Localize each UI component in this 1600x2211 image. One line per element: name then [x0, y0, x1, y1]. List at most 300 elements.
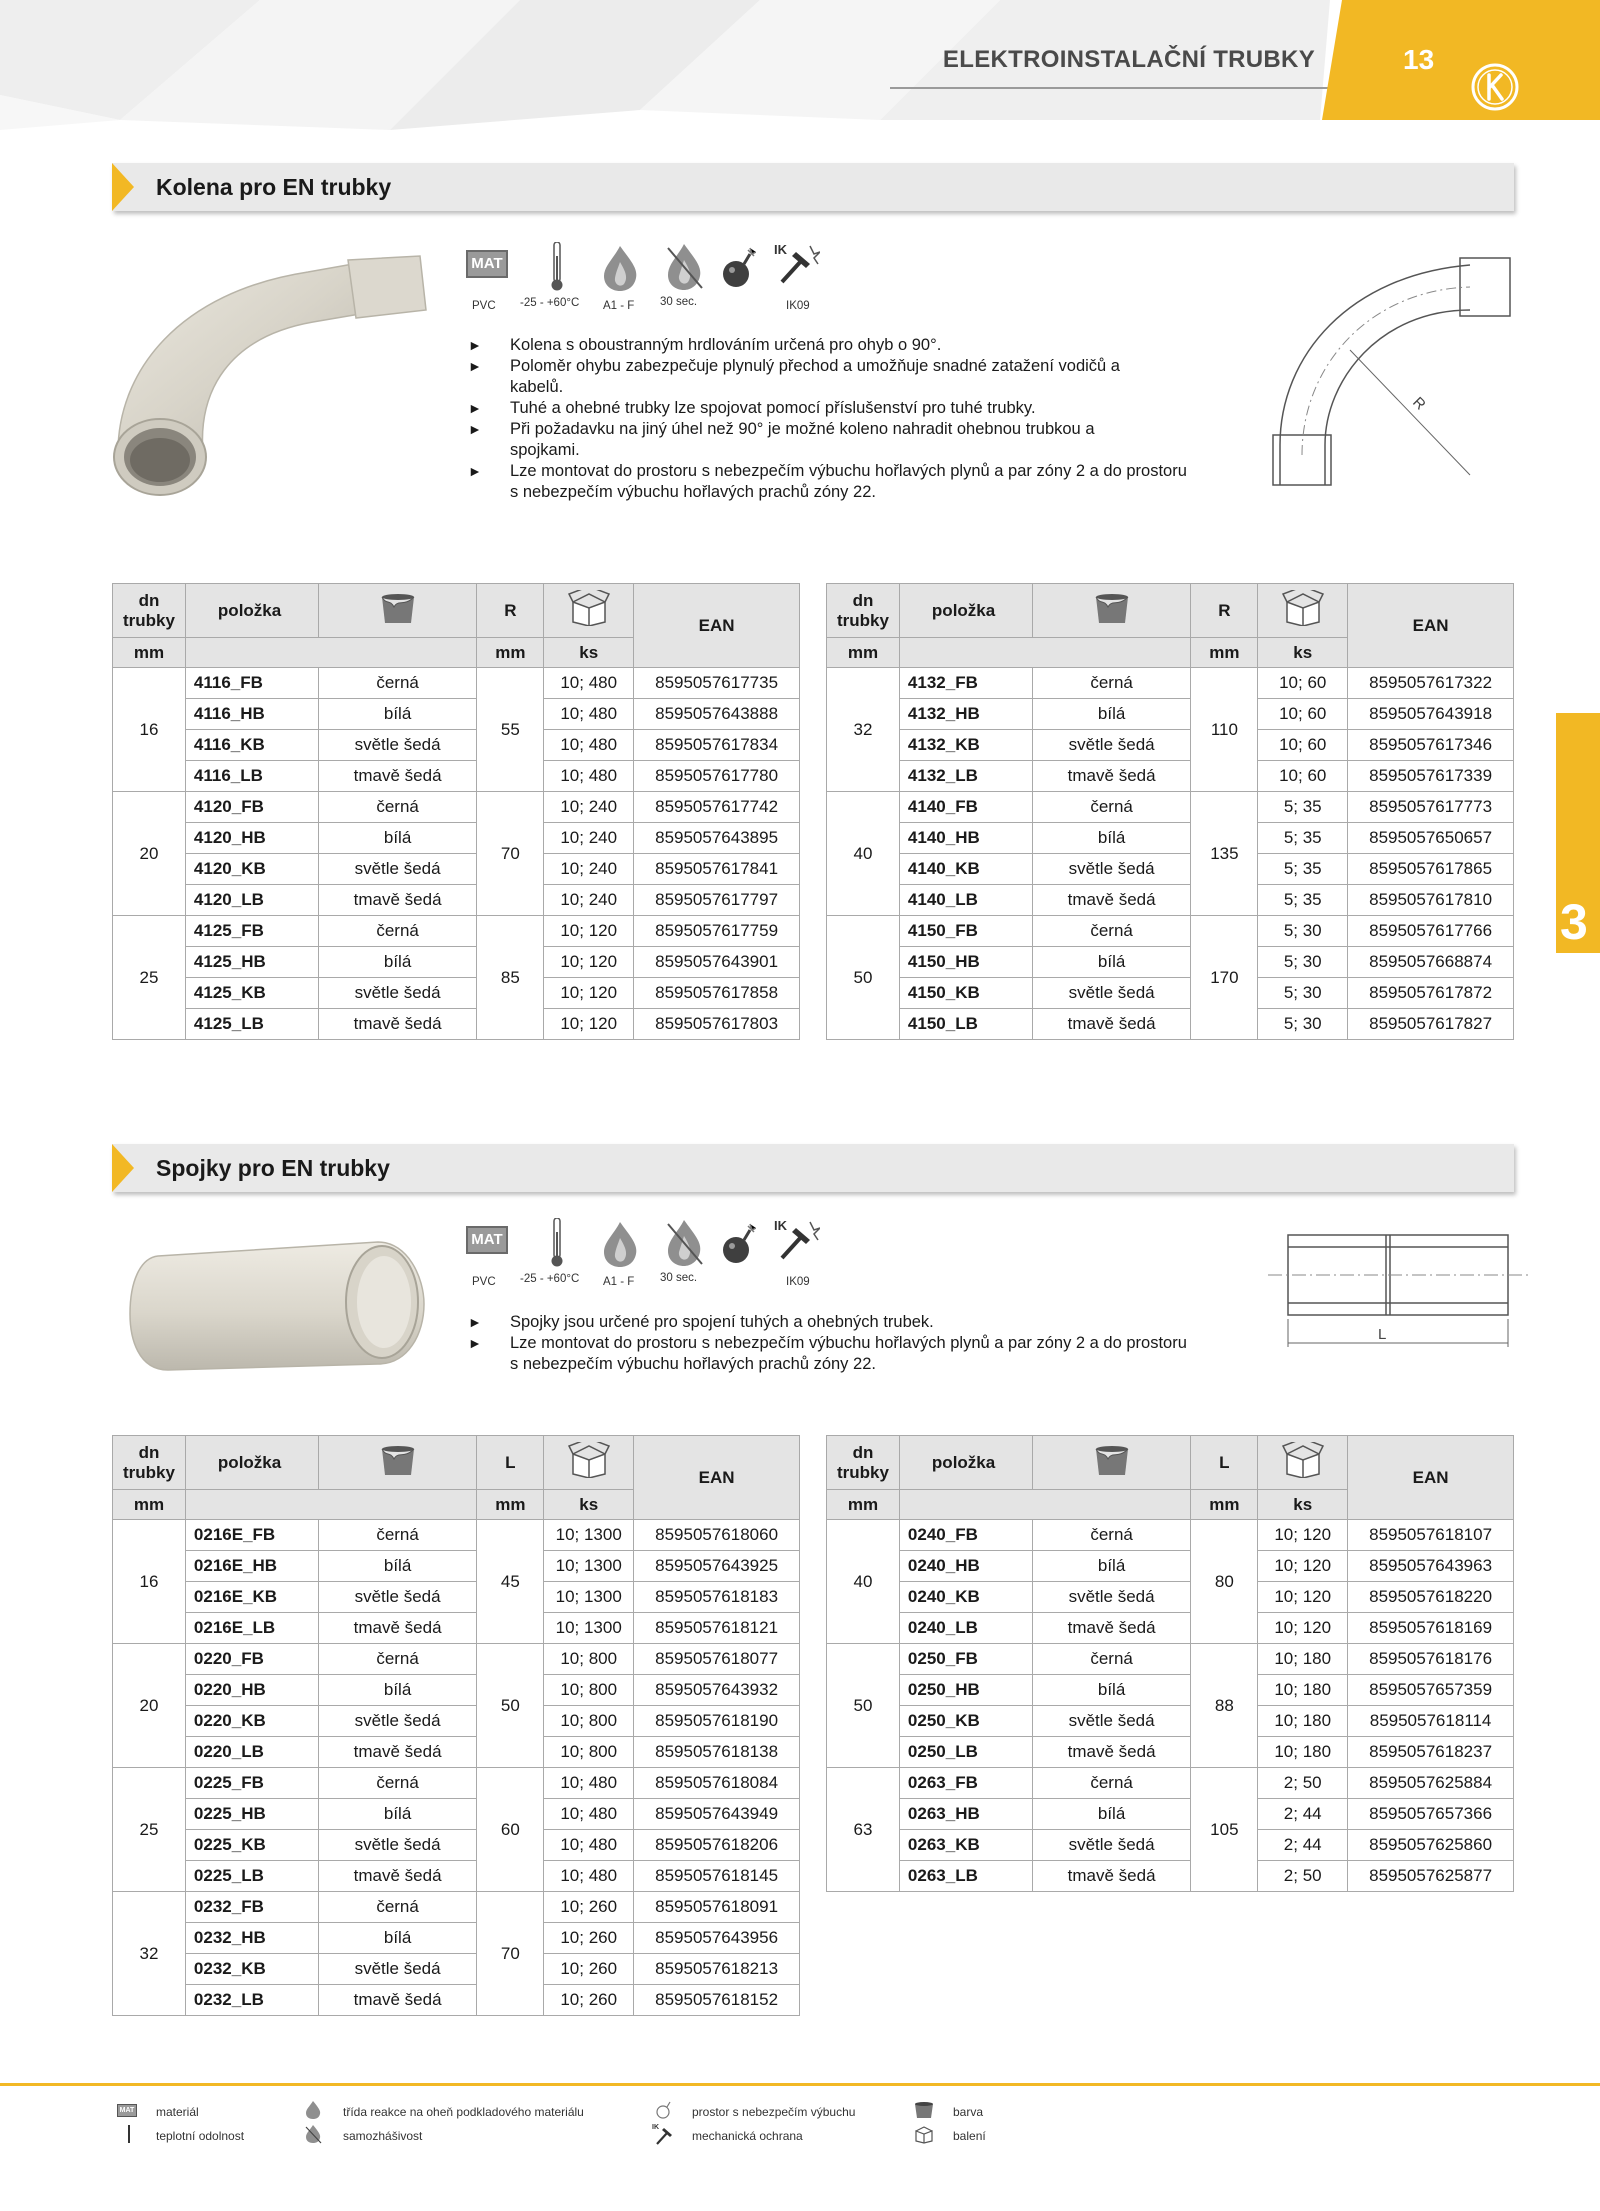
unit-mm: mm [477, 638, 544, 668]
length-label: L [1378, 1326, 1387, 1343]
item-code: 4140_FB [899, 792, 1032, 823]
ean-cell: 8595057650657 [1348, 823, 1514, 854]
color-cell: tmavě šedá [1032, 761, 1191, 792]
item-code: 4116_KB [185, 730, 318, 761]
legend-self-extinguish: samozhášivost [343, 2129, 423, 2143]
color-cell: černá [318, 668, 477, 699]
self-extinguish-value: 30 sec. [660, 296, 698, 308]
pack-cell: 10; 120 [544, 947, 634, 978]
list-item: ► Lze montovat do prostoru s nebezpečím výbuchu hořlavých plynů a par zóny 2 a do prostoru s nebezpečím výbuchu hořlavých prachů zóny 22. [468, 1333, 1198, 1375]
color-cell: černá [318, 792, 477, 823]
color-cell: bílá [1032, 947, 1191, 978]
pack-cell: 10; 800 [544, 1706, 634, 1737]
color-cell: bílá [318, 1799, 477, 1830]
pack-cell: 10; 1300 [544, 1582, 634, 1613]
col-pack [1258, 1436, 1348, 1490]
table-row [113, 1582, 800, 1613]
item-code: 4116_FB [185, 668, 318, 699]
thermometer-icon [550, 1218, 564, 1268]
features-list-spojky [468, 1312, 1228, 1375]
color-cell: bílá [1032, 699, 1191, 730]
col-pack [544, 584, 634, 638]
color-cell: tmavě šedá [318, 1985, 477, 2016]
item-code: 0216E_KB [185, 1582, 318, 1613]
unit-mm: mm [827, 1490, 900, 1520]
unit-mm: mm [477, 1490, 544, 1520]
item-code: 4140_HB [899, 823, 1032, 854]
ean-cell: 8595057617322 [1348, 668, 1514, 699]
ean-cell: 8595057618084 [634, 1768, 800, 1799]
color-cell: černá [318, 916, 477, 947]
col-dim: R [477, 584, 544, 638]
col-dn: dn trubky [827, 1436, 900, 1490]
dimension-cell: 60 [477, 1768, 544, 1892]
explosion-bomb-icon [720, 1222, 756, 1266]
table-row [113, 730, 800, 761]
dimension-cell: 50 [477, 1644, 544, 1768]
item-code: 4125_LB [185, 1009, 318, 1040]
item-code: 0250_FB [899, 1644, 1032, 1675]
item-code: 4116_HB [185, 699, 318, 730]
box-icon [567, 590, 611, 626]
item-code: 0225_FB [185, 1768, 318, 1799]
table-row [113, 1520, 800, 1551]
table-row [113, 1954, 800, 1985]
dn-cell: 25 [113, 916, 186, 1040]
table-row [113, 854, 800, 885]
list-item: ► Při požadavku na jiný úhel než 90° je možné koleno nahradit ohebnou trubkou a spojkami. [468, 419, 1168, 461]
color-cell: bílá [318, 1675, 477, 1706]
dn-cell: 20 [113, 1644, 186, 1768]
item-code: 0240_KB [899, 1582, 1032, 1613]
ean-cell: 8595057618213 [634, 1954, 800, 1985]
ean-cell: 8595057617735 [634, 668, 800, 699]
pack-cell: 5; 30 [1258, 1009, 1348, 1040]
elbow-product-photo [108, 252, 438, 502]
item-code: 0225_LB [185, 1861, 318, 1892]
pack-cell: 5; 30 [1258, 947, 1348, 978]
paint-bucket-icon [378, 591, 418, 625]
color-cell: bílá [318, 699, 477, 730]
pack-cell: 10; 480 [544, 761, 634, 792]
table-row [113, 1737, 800, 1768]
ean-cell: 8595057618077 [634, 1644, 800, 1675]
self-extinguish-legend-icon [304, 2124, 322, 2144]
unit-ks: ks [544, 638, 634, 668]
list-item: ► Spojky jsou určené pro spojení tuhých a ohebných trubek. [468, 1312, 1228, 1333]
item-code: 0216E_LB [185, 1613, 318, 1644]
item-code: 0225_HB [185, 1799, 318, 1830]
features-list-kolena [468, 335, 1228, 503]
ean-cell: 8595057618220 [1348, 1582, 1514, 1613]
table-row [827, 699, 1514, 730]
ean-cell: 8595057618091 [634, 1892, 800, 1923]
ean-cell: 8595057617858 [634, 978, 800, 1009]
col-color [1032, 584, 1191, 638]
color-cell: světle šedá [318, 1582, 477, 1613]
table-row [827, 1706, 1514, 1737]
col-color [318, 584, 477, 638]
pack-cell: 10; 120 [544, 916, 634, 947]
pack-cell: 10; 260 [544, 1985, 634, 2016]
color-cell: světle šedá [1032, 1830, 1191, 1861]
legend-fire-class: třída reakce na oheň podkladového materiálu [343, 2105, 584, 2119]
table-row [827, 1737, 1514, 1768]
dn-cell: 40 [827, 792, 900, 916]
product-table-spojky-left [112, 1435, 800, 2016]
col-item: položka [899, 1436, 1032, 1490]
dn-cell: 16 [113, 1520, 186, 1644]
pack-cell: 10; 240 [544, 854, 634, 885]
pack-cell: 5; 35 [1258, 792, 1348, 823]
dimension-cell: 135 [1191, 792, 1258, 916]
table-row [827, 730, 1514, 761]
section-title-bar-spojky [112, 1144, 1514, 1192]
color-cell: světle šedá [318, 730, 477, 761]
pack-cell: 10; 120 [544, 978, 634, 1009]
color-cell: tmavě šedá [1032, 1737, 1191, 1768]
table-row [827, 823, 1514, 854]
dn-cell: 32 [827, 668, 900, 792]
unit-mm: mm [1191, 1490, 1258, 1520]
color-cell: tmavě šedá [1032, 1009, 1191, 1040]
svg-text:IK: IK [652, 2124, 659, 2131]
dimension-cell: 70 [477, 1892, 544, 2016]
item-code: 0232_HB [185, 1923, 318, 1954]
table-row [827, 1644, 1514, 1675]
table-row [827, 1520, 1514, 1551]
col-pack [1258, 584, 1348, 638]
impact-badge-text: IK [774, 1218, 787, 1233]
table-row [113, 1706, 800, 1737]
ean-cell: 8595057618206 [634, 1830, 800, 1861]
section-title-bar-kolena [112, 163, 1514, 211]
pack-cell: 10; 260 [544, 1923, 634, 1954]
item-code: 4132_FB [899, 668, 1032, 699]
ean-cell: 8595057643901 [634, 947, 800, 978]
paint-bucket-icon [378, 1443, 418, 1477]
header-divider [890, 87, 1328, 89]
temperature-value: -25 - +60°C [520, 1273, 580, 1285]
col-ean: EAN [1348, 1436, 1514, 1520]
dn-cell: 20 [113, 792, 186, 916]
ean-cell: 8595057618169 [1348, 1613, 1514, 1644]
color-cell: světle šedá [318, 978, 477, 1009]
color-cell: černá [318, 1892, 477, 1923]
dn-cell: 63 [827, 1768, 900, 1892]
pack-cell: 10; 120 [544, 1009, 634, 1040]
unit-mm: mm [1191, 638, 1258, 668]
color-cell: tmavě šedá [318, 1861, 477, 1892]
table-row [113, 1644, 800, 1675]
item-code: 4150_HB [899, 947, 1032, 978]
color-cell: černá [318, 1520, 477, 1551]
item-code: 4150_FB [899, 916, 1032, 947]
table-row [113, 699, 800, 730]
table-row [113, 1009, 800, 1040]
dn-cell: 40 [827, 1520, 900, 1644]
footer-divider [0, 2083, 1600, 2086]
pack-cell: 5; 35 [1258, 823, 1348, 854]
color-cell: bílá [1032, 1551, 1191, 1582]
color-cell: černá [318, 1644, 477, 1675]
product-table-kolena-left [112, 583, 800, 1040]
item-code: 0250_KB [899, 1706, 1032, 1737]
paint-bucket-icon [1092, 1443, 1132, 1477]
section-title: Spojky pro EN trubky [156, 1155, 390, 1181]
unit-ks: ks [544, 1490, 634, 1520]
table-row [827, 1799, 1514, 1830]
pack-cell: 10; 260 [544, 1954, 634, 1985]
ean-cell: 8595057617346 [1348, 730, 1514, 761]
item-code: 0216E_FB [185, 1520, 318, 1551]
color-cell: tmavě šedá [318, 1009, 477, 1040]
material-value: PVC [472, 1276, 496, 1288]
item-code: 0216E_HB [185, 1551, 318, 1582]
item-code: 0232_FB [185, 1892, 318, 1923]
ean-cell: 8595057618176 [1348, 1644, 1514, 1675]
pack-cell: 10; 480 [544, 699, 634, 730]
table-row [827, 1768, 1514, 1799]
unit-mm: mm [827, 638, 900, 668]
item-code: 4140_LB [899, 885, 1032, 916]
self-extinguish-value: 30 sec. [660, 1272, 698, 1284]
legend-color: barva [953, 2105, 984, 2119]
col-color [318, 1436, 477, 1490]
color-cell: tmavě šedá [1032, 1861, 1191, 1892]
impact-hammer-icon [772, 238, 820, 290]
ean-cell: 8595057643963 [1348, 1551, 1514, 1582]
legend-explosion: prostor s nebezpečím výbuchu [692, 2105, 856, 2119]
pack-cell: 10; 60 [1258, 730, 1348, 761]
ean-cell: 8595057617780 [634, 761, 800, 792]
paint-bucket-legend-icon [913, 2101, 935, 2119]
pack-cell: 10; 60 [1258, 761, 1348, 792]
color-cell: světle šedá [318, 1954, 477, 1985]
pack-cell: 2; 50 [1258, 1861, 1348, 1892]
item-code: 0263_FB [899, 1768, 1032, 1799]
table-row [827, 916, 1514, 947]
pack-cell: 10; 260 [544, 1892, 634, 1923]
ean-cell: 8595057625877 [1348, 1861, 1514, 1892]
table-row [113, 916, 800, 947]
table-row [113, 668, 800, 699]
col-dn: dn trubky [113, 1436, 186, 1490]
col-dim: L [1191, 1436, 1258, 1490]
unit-mm: mm [113, 1490, 186, 1520]
ean-cell: 8595057643918 [1348, 699, 1514, 730]
table-row [113, 823, 800, 854]
color-cell: černá [318, 1768, 477, 1799]
ean-cell: 8595057618183 [634, 1582, 800, 1613]
ean-cell: 8595057643888 [634, 699, 800, 730]
pack-cell: 10; 120 [1258, 1551, 1348, 1582]
item-code: 0263_LB [899, 1861, 1032, 1892]
item-code: 0220_FB [185, 1644, 318, 1675]
ean-cell: 8595057617773 [1348, 792, 1514, 823]
item-code: 4132_HB [899, 699, 1032, 730]
pack-cell: 10; 120 [1258, 1613, 1348, 1644]
dimension-cell: 45 [477, 1520, 544, 1644]
dimension-cell: 70 [477, 792, 544, 916]
property-icons-row [466, 238, 826, 318]
list-item: ► Tuhé a ohebné trubky lze spojovat pomocí příslušenství pro tuhé trubky. [468, 398, 1228, 419]
unit-mm: mm [113, 638, 186, 668]
color-cell: tmavě šedá [1032, 885, 1191, 916]
header-page-tab [1322, 0, 1600, 120]
item-code: 4132_LB [899, 761, 1032, 792]
pack-cell: 10; 480 [544, 1799, 634, 1830]
dimension-cell: 88 [1191, 1644, 1258, 1768]
item-code: 4150_LB [899, 1009, 1032, 1040]
table-row [113, 1675, 800, 1706]
ean-cell: 8595057617865 [1348, 854, 1514, 885]
chapter-number: 3 [1560, 894, 1588, 950]
table-row [827, 792, 1514, 823]
dimension-cell: 85 [477, 916, 544, 1040]
col-dn: dn trubky [113, 584, 186, 638]
color-cell: bílá [318, 823, 477, 854]
item-code: 4140_KB [899, 854, 1032, 885]
item-code: 4125_FB [185, 916, 318, 947]
dimension-cell: 110 [1191, 668, 1258, 792]
color-cell: tmavě šedá [318, 761, 477, 792]
col-item: položka [899, 584, 1032, 638]
pack-cell: 10; 1300 [544, 1520, 634, 1551]
ean-cell: 8595057618237 [1348, 1737, 1514, 1768]
pack-cell: 10; 800 [544, 1675, 634, 1706]
ean-cell: 8595057643925 [634, 1551, 800, 1582]
ean-cell: 8595057618190 [634, 1706, 800, 1737]
coupling-technical-drawing [1268, 1225, 1528, 1355]
item-code: 4120_LB [185, 885, 318, 916]
color-cell: světle šedá [318, 1830, 477, 1861]
table-row [827, 668, 1514, 699]
color-cell: bílá [1032, 1799, 1191, 1830]
pack-cell: 5; 30 [1258, 978, 1348, 1009]
product-table-spojky-right [826, 1435, 1514, 1892]
color-cell: světle šedá [1032, 730, 1191, 761]
item-code: 0250_LB [899, 1737, 1032, 1768]
paint-bucket-icon [1092, 591, 1132, 625]
pack-cell: 10; 240 [544, 792, 634, 823]
item-code: 4120_FB [185, 792, 318, 823]
table-row [113, 1861, 800, 1892]
ean-cell: 8595057618114 [1348, 1706, 1514, 1737]
ean-cell: 8595057618145 [634, 1861, 800, 1892]
item-code: 0232_LB [185, 1985, 318, 2016]
ean-cell: 8595057643949 [634, 1799, 800, 1830]
color-cell: světle šedá [318, 1706, 477, 1737]
pack-cell: 10; 1300 [544, 1551, 634, 1582]
item-code: 0240_FB [899, 1520, 1032, 1551]
dn-cell: 32 [113, 1892, 186, 2016]
dimension-cell: 80 [1191, 1520, 1258, 1644]
flame-icon [600, 244, 640, 292]
item-code: 4120_HB [185, 823, 318, 854]
pack-cell: 2; 44 [1258, 1830, 1348, 1861]
ean-cell: 8595057618152 [634, 1985, 800, 2016]
item-code: 0263_KB [899, 1830, 1032, 1861]
table-row [113, 1799, 800, 1830]
pack-cell: 10; 480 [544, 668, 634, 699]
pack-cell: 10; 480 [544, 730, 634, 761]
item-code: 0250_HB [899, 1675, 1032, 1706]
dimension-cell: 105 [1191, 1768, 1258, 1892]
pack-cell: 10; 1300 [544, 1613, 634, 1644]
brand-logo [1470, 62, 1520, 112]
color-cell: bílá [318, 1551, 477, 1582]
item-code: 0225_KB [185, 1830, 318, 1861]
table-row [827, 1582, 1514, 1613]
pack-cell: 10; 180 [1258, 1706, 1348, 1737]
box-icon [1281, 590, 1325, 626]
section-arrow-icon [112, 163, 134, 211]
pack-cell: 2; 44 [1258, 1799, 1348, 1830]
table-row [827, 947, 1514, 978]
ean-cell: 8595057617834 [634, 730, 800, 761]
impact-badge-text: IK [774, 242, 787, 257]
color-cell: tmavě šedá [318, 1737, 477, 1768]
color-cell: bílá [318, 947, 477, 978]
pack-cell: 10; 800 [544, 1737, 634, 1768]
ean-cell: 8595057618107 [1348, 1520, 1514, 1551]
pack-cell: 10; 480 [544, 1768, 634, 1799]
color-cell: černá [1032, 1768, 1191, 1799]
flame-icon [600, 1220, 640, 1268]
table-row [113, 792, 800, 823]
hammer-legend-icon [652, 2122, 678, 2146]
elbow-technical-drawing [1270, 255, 1520, 495]
col-ean: EAN [1348, 584, 1514, 668]
table-row [113, 761, 800, 792]
item-code: 0220_HB [185, 1675, 318, 1706]
col-ean: EAN [634, 584, 800, 668]
table-row [113, 978, 800, 1009]
pack-cell: 10; 180 [1258, 1675, 1348, 1706]
legend-material: materiál [156, 2105, 199, 2119]
fire-class-value: A1 - F [603, 300, 635, 312]
ean-cell: 8595057643932 [634, 1675, 800, 1706]
table-row [113, 947, 800, 978]
self-extinguish-icon [662, 1214, 706, 1268]
col-color [1032, 1436, 1191, 1490]
item-code: 4116_LB [185, 761, 318, 792]
pack-cell: 2; 50 [1258, 1768, 1348, 1799]
property-icons-row [466, 1214, 826, 1294]
table-row [827, 1009, 1514, 1040]
impact-hammer-icon [772, 1214, 820, 1266]
item-code: 0263_HB [899, 1799, 1032, 1830]
table-row [827, 1861, 1514, 1892]
header-title: ELEKTROINSTALAČNÍ TRUBKY [942, 46, 1315, 73]
ean-cell: 8595057617742 [634, 792, 800, 823]
ean-cell: 8595057657366 [1348, 1799, 1514, 1830]
pack-cell: 10; 120 [1258, 1582, 1348, 1613]
table-row [827, 978, 1514, 1009]
col-dim: R [1191, 584, 1258, 638]
box-icon [567, 1442, 611, 1478]
table-row [113, 1923, 800, 1954]
item-code: 0240_LB [899, 1613, 1032, 1644]
pack-cell: 10; 180 [1258, 1737, 1348, 1768]
dn-cell: 25 [113, 1768, 186, 1892]
ean-cell: 8595057643895 [634, 823, 800, 854]
list-item: ► Poloměr ohybu zabezpečuje plynulý přechod a umožňuje snadné zatažení vodičů a kabelů. [468, 356, 1168, 398]
list-item: ► Kolena s oboustranným hrdlováním určená pro ohyb o 90°. [468, 335, 1228, 356]
color-cell: bílá [1032, 1675, 1191, 1706]
item-code: 4132_KB [899, 730, 1032, 761]
